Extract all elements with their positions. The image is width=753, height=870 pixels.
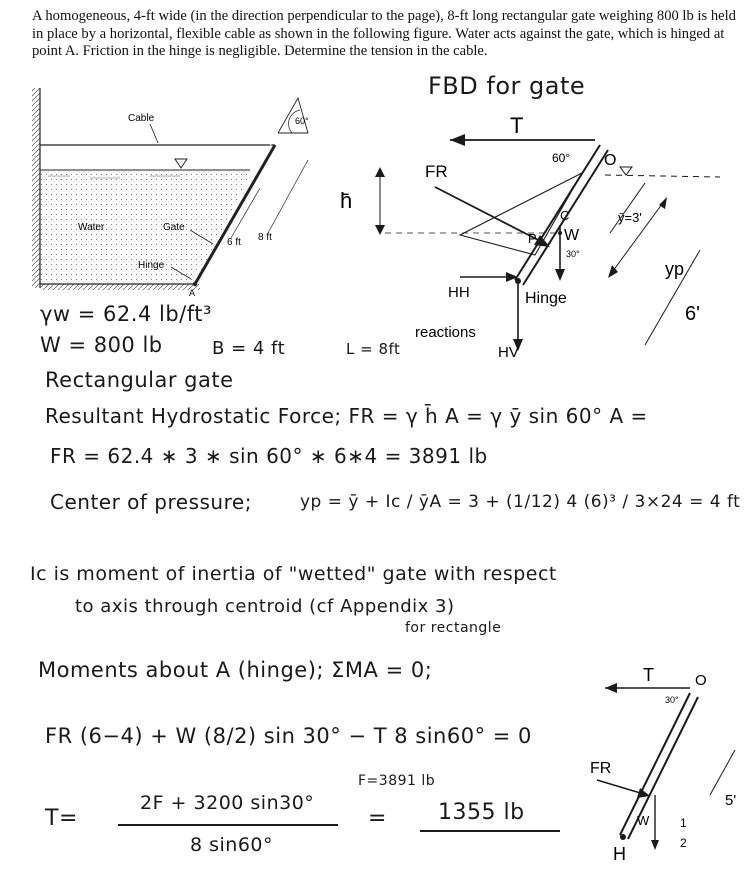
point-a-label: A <box>189 288 196 298</box>
ic-line3: for rectangle <box>405 620 502 636</box>
fbd-30: 30° <box>566 249 580 259</box>
fraction-bar <box>118 824 338 826</box>
fbd2-t: T <box>643 665 654 685</box>
fbd2-five: 5' <box>725 792 737 809</box>
fbd-yp: yp <box>665 259 685 279</box>
dim-8ft: 8 ft <box>258 232 272 243</box>
moment-fbd <box>575 655 745 865</box>
t-numerator: 2F + 3200 sin30° <box>140 792 315 814</box>
fbd-reactions: reactions <box>415 324 476 341</box>
floor-hatch <box>40 284 200 290</box>
fbd-hinge: Hinge <box>525 290 567 307</box>
gamma-line: γw = 62.4 lb/ft³ <box>40 302 212 326</box>
cable-label: Cable <box>128 113 155 124</box>
cp-formula: yp = ȳ + Ic / ȳA = 3 + (1/12) 4 (6)³ / 3×24 = 4 ft <box>300 492 741 512</box>
weight-line: W = 800 lb <box>40 333 163 357</box>
gate-figure <box>30 88 320 298</box>
dim-6ft: 6 ft <box>227 237 241 248</box>
fbd-t: T <box>510 113 524 138</box>
gate-label: Gate <box>163 222 185 233</box>
cp-label: Center of pressure; <box>50 490 252 514</box>
fbd2-w: W <box>637 813 650 828</box>
resultant-line: Resultant Hydrostatic Force; FR = γ h̄ A = γ ȳ sin 60° A = <box>45 404 648 428</box>
fbd2-h: H <box>613 844 626 864</box>
fbd-hbar: h̄ <box>340 188 353 213</box>
fbd-hh: HH <box>448 284 470 301</box>
problem-statement: A homogeneous, 4-ft wide (in the direction perpendicular to the page), 8-ft long rectangular gate weighing 800 lb is held in place by a horizontal, flexible cable as shown in the following figure. Water acts against the gate, which is hinged at point A. Friction in the hinge is negligible. Determine the tension in the cable. <box>32 8 736 59</box>
length-line: L = 8ft <box>346 340 401 358</box>
fbd-c: C <box>560 208 570 223</box>
fbd2-fr: FR <box>590 760 612 777</box>
angle-label: 60° <box>295 116 309 126</box>
water-level-symbol <box>175 159 187 168</box>
equals-sign: = <box>368 806 387 831</box>
t-label: T= <box>45 806 78 831</box>
width-line: B = 4 ft <box>212 338 286 359</box>
ic-line2: to axis through centroid (cf Appendix 3) <box>75 596 455 617</box>
fbd-fr: FR <box>425 162 448 181</box>
moments-line: Moments about A (hinge); ΣMA = 0; <box>38 658 433 682</box>
ic-line1: Ic is moment of inertia of "wetted" gate with respect <box>30 563 557 585</box>
wall-hatch <box>32 88 40 288</box>
t-result: 1355 lb <box>438 800 525 825</box>
rect-line: Rectangular gate <box>45 368 234 392</box>
t-denominator: 8 sin60° <box>190 834 274 856</box>
fbd-six: 6' <box>685 303 700 325</box>
fbd-o: O <box>604 152 617 169</box>
fbd-gate <box>515 145 600 280</box>
fbd-title: FBD for gate <box>428 72 586 100</box>
fbd-p: P <box>528 231 537 246</box>
fbd-diagram <box>320 105 740 365</box>
fbd2-30: 30° <box>665 695 679 705</box>
fbd2-two: 2 <box>680 836 687 850</box>
fbd-hv: HV <box>498 344 519 361</box>
fbd2-one: 1 <box>680 816 687 830</box>
fbd-ybar: ȳ=3' <box>618 210 642 225</box>
fr-value: F=3891 lb <box>358 773 436 789</box>
water-label: Water <box>78 222 105 233</box>
moment-equation: FR (6−4) + W (8/2) sin 30° − T 8 sin60° = 0 <box>45 724 532 748</box>
result-underline <box>420 830 560 832</box>
fr-calc-line: FR = 62.4 ∗ 3 ∗ sin 60° ∗ 6∗4 = 3891 lb <box>50 444 488 468</box>
hinge-point <box>193 282 197 286</box>
fbd-w: W <box>564 227 580 244</box>
hinge-label: Hinge <box>138 260 165 271</box>
fbd-angle60: 60° <box>552 151 571 165</box>
fbd2-o: O <box>695 672 707 689</box>
